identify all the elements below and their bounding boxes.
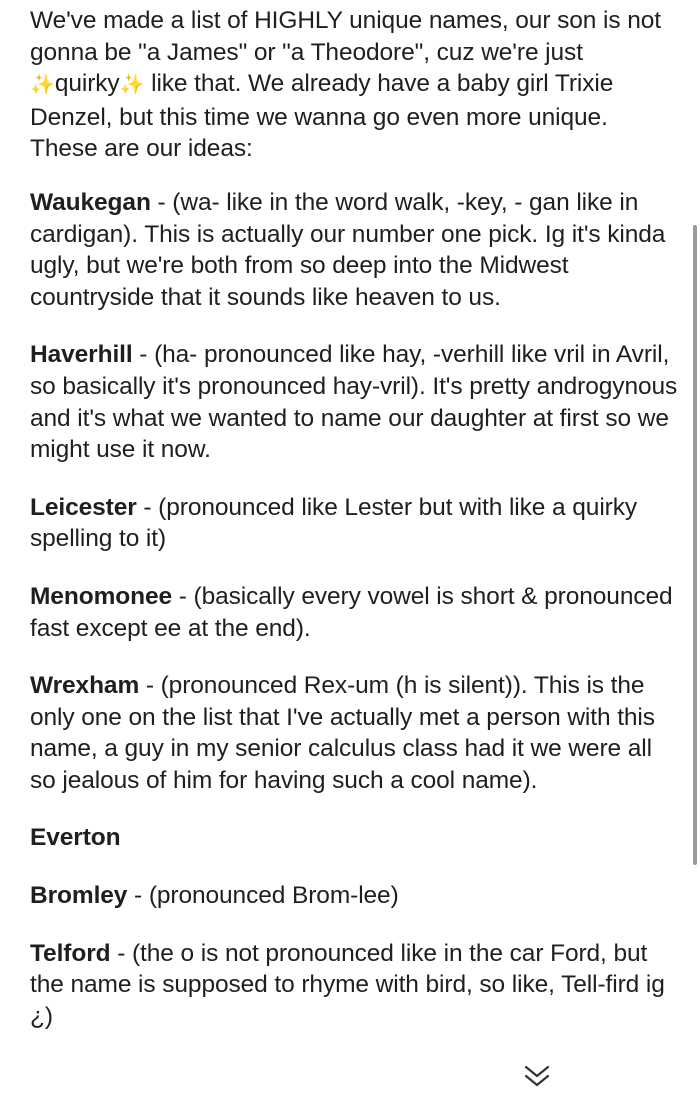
entry-name: Waukegan <box>30 188 151 216</box>
name-entry-haverhill <box>30 339 680 465</box>
chevron-double-down-icon <box>522 1064 552 1095</box>
name-entry-wrexham <box>30 670 680 796</box>
entry-name: Telford <box>30 939 111 967</box>
entry-description: - (pronounced Brom-lee) <box>127 882 399 910</box>
entry-name: Haverhill <box>30 341 133 369</box>
intro-quirky-word: quirky <box>54 70 120 98</box>
intro-text-start: We've made a list of HIGHLY unique names, our son is not gonna be "a James" or "a Theodore", cuz we're just <box>30 7 661 66</box>
entry-description: - (wa- like in the word walk, -key, - gan like in cardigan). This is actually our number one pick. Ig it's kinda ugly, but we're both from so deep into the Midwest countryside that it sounds like heaven to us. <box>30 188 666 311</box>
name-entry-waukegan <box>30 187 680 313</box>
entry-description: - (ha- pronounced like hay, -verhill like vril in Avril, so basically it's pronounced hay-vril). It's pretty androgynous and it's what we wanted to name our daughter at first so we might use it now. <box>30 341 678 464</box>
scroll-down-button[interactable] <box>514 1056 560 1102</box>
name-entry-everton <box>30 822 680 854</box>
entry-description: - (basically every vowel is short & pronounced fast except ee at the end). <box>30 582 673 642</box>
entry-name: Leicester <box>30 493 137 521</box>
name-entry-menomonee <box>30 581 680 644</box>
entry-name: Menomonee <box>30 582 173 610</box>
intro-paragraph <box>30 5 680 165</box>
entry-description: - (pronounced Rex-um (h is silent)). This is the only one on the list that I've actually met a person with this name, a guy in my senior calculus class had it we were all so jealous of him for having such a cool name). <box>30 672 655 794</box>
name-entry-leicester <box>30 492 680 555</box>
vertical-scrollbar[interactable] <box>693 225 697 865</box>
sparkle-icon: ✨ <box>30 74 55 97</box>
post-body <box>30 5 680 1058</box>
entry-name: Everton <box>30 824 121 852</box>
name-entry-telford <box>30 938 680 1033</box>
sparkle-icon: ✨ <box>119 74 145 97</box>
entry-name: Wrexham <box>30 672 140 700</box>
entry-description: - (pronounced like Lester but with like a quirky spelling to it) <box>30 493 638 553</box>
name-entry-bromley <box>30 880 680 912</box>
entry-description: - (the o is not pronounced like in the car Ford, but the name is supposed to rhyme with bird, so like, Tell-fird ig ¿) <box>30 939 665 1030</box>
intro-text-end: like that. We already have a baby girl Trixie Denzel, but this time we wanna go even more unique. These are our ideas: <box>30 70 614 163</box>
entry-name: Bromley <box>30 882 128 910</box>
